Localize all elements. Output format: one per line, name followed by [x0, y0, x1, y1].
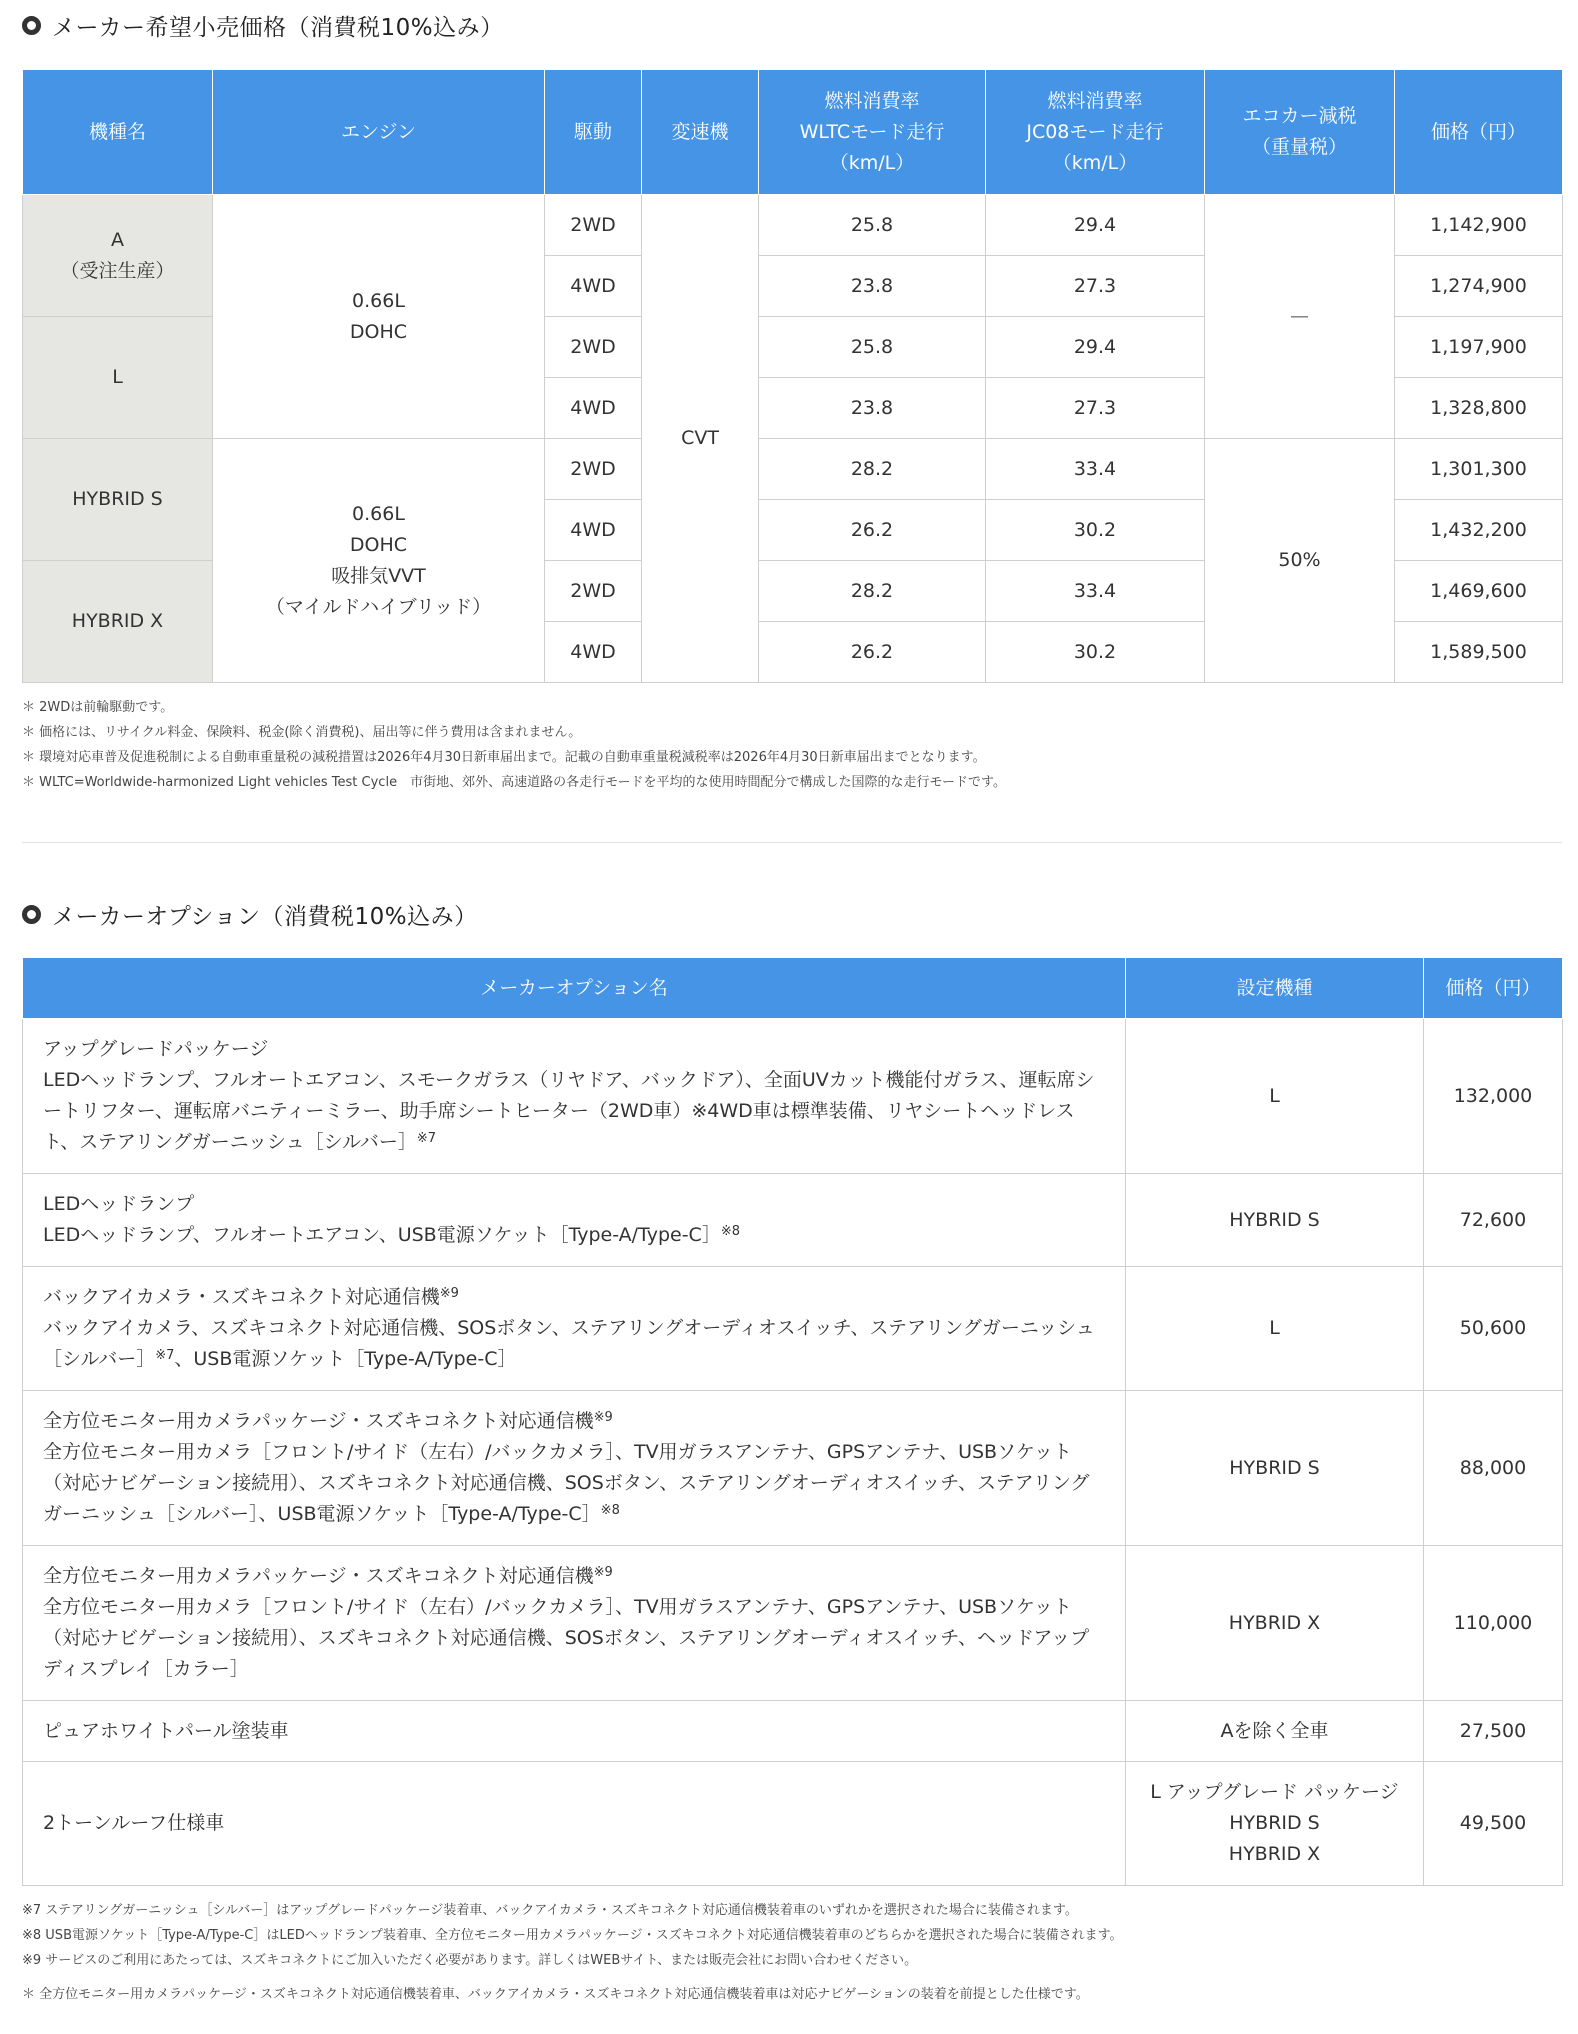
drive-cell: 4WD	[545, 256, 642, 317]
wltc-cell: 25.8	[759, 195, 986, 256]
header-option-model: 設定機種	[1126, 958, 1424, 1019]
jc08-cell: 33.4	[986, 561, 1205, 622]
option-model-cell: HYBRID X	[1126, 1546, 1424, 1701]
price-table	[22, 69, 1563, 683]
eco-tax-50: 50%	[1205, 439, 1395, 683]
note: ※8 USB電源ソケット［Type-A/Type-C］はLEDヘッドランプ装着車、全方位モニター用カメラパッケージ・スズキコネクト対応通信機装着車のどちらかを選択された場合に装備されます。	[22, 1928, 1123, 1943]
note: ＊ 環境対応車普及促進税制による自動車重量税の減税措置は2026年4月30日新車届出まで。記載の自動車重量税減税率は2026年4月30日新車届出までとなります。	[22, 750, 986, 765]
options-table-header-row	[23, 958, 1563, 1019]
table-row	[23, 1019, 1563, 1174]
price-section-title-text: メーカー希望小売価格（消費税10%込み）	[52, 14, 504, 41]
header-option-price: 価格（円）	[1424, 958, 1563, 1019]
table-row	[23, 1762, 1563, 1886]
wltc-cell: 26.2	[759, 622, 986, 683]
circle-bullet-icon	[22, 905, 41, 924]
price-table-header-row	[23, 70, 1563, 195]
eco-tax-none: —	[1205, 195, 1395, 439]
engine-066-dohc: 0.66L DOHC	[213, 195, 545, 439]
jc08-cell: 29.4	[986, 195, 1205, 256]
table-row	[23, 1546, 1563, 1701]
option-pure-white-pearl: ピュアホワイトパール塗装車	[23, 1701, 1126, 1762]
header-price: 価格（円）	[1395, 70, 1563, 195]
header-transmission: 変速機	[642, 70, 759, 195]
note: ＊ 価格には、リサイクル料金、保険料、税金(除く消費税)、届出等に伴う費用は含まれません。	[22, 725, 582, 740]
wltc-cell: 23.8	[759, 378, 986, 439]
model-hybrid-s: HYBRID S	[23, 439, 213, 561]
price-cell: 1,328,800	[1395, 378, 1563, 439]
table-row	[23, 1391, 1563, 1546]
model-hybrid-x: HYBRID X	[23, 561, 213, 683]
jc08-cell: 33.4	[986, 439, 1205, 500]
option-price-cell: 50,600	[1424, 1267, 1563, 1391]
price-cell: 1,469,600	[1395, 561, 1563, 622]
note: ※7 ステアリングガーニッシュ［シルバー］はアップグレードパッケージ装着車、バックアイカメラ・スズキコネクト対応通信機装着車のいずれかを選択された場合に装備されます。	[22, 1903, 1078, 1918]
price-cell: 1,432,200	[1395, 500, 1563, 561]
price-notes	[22, 695, 1562, 795]
option-price-cell: 27,500	[1424, 1701, 1563, 1762]
circle-bullet-icon	[22, 16, 41, 35]
price-cell: 1,274,900	[1395, 256, 1563, 317]
engine-066-dohc-vvt-mild-hybrid: 0.66L DOHC 吸排気VVT （マイルドハイブリッド）	[213, 439, 545, 683]
price-cell: 1,142,900	[1395, 195, 1563, 256]
transmission-cvt: CVT	[642, 195, 759, 683]
price-cell: 1,589,500	[1395, 622, 1563, 683]
option-price-cell: 110,000	[1424, 1546, 1563, 1701]
table-row	[23, 1174, 1563, 1267]
section-divider	[22, 842, 1562, 843]
option-upgrade-package: アップグレードパッケージ LEDヘッドランプ、フルオートエアコン、スモークガラス（リヤドア、バックドア）、全面UVカット機能付ガラス、運転席シートリフター、運転席バニティーミラー、助手席シートヒーター（2WD車）※4WD車は標準装備、リヤシートヘッドレスト、ステアリングガーニッシュ［シルバー］$^{※7}$	[23, 1019, 1126, 1174]
header-model: 機種名	[23, 70, 213, 195]
drive-cell: 2WD	[545, 439, 642, 500]
options-section-title	[22, 889, 478, 939]
price-section-title	[22, 0, 1562, 50]
header-eco: エコカー減税 （重量税）	[1205, 70, 1395, 195]
option-model-cell: L アップグレード パッケージ HYBRID S HYBRID X	[1126, 1762, 1424, 1886]
option-model-cell: HYBRID S	[1126, 1174, 1424, 1267]
header-option-name: メーカーオプション名	[23, 958, 1126, 1019]
wltc-cell: 26.2	[759, 500, 986, 561]
price-cell: 1,301,300	[1395, 439, 1563, 500]
option-price-cell: 72,600	[1424, 1174, 1563, 1267]
model-l: L	[23, 317, 213, 439]
option-model-cell: Aを除く全車	[1126, 1701, 1424, 1762]
option-back-eye-camera: バックアイカメラ・スズキコネクト対応通信機$^{※9}$ バックアイカメラ、スズキコネクト対応通信機、SOSボタン、ステアリングオーディオスイッチ、ステアリングガーニッシュ［シルバー］$^{※7}$、USB電源ソケット［Type-A/Type-C］	[23, 1267, 1126, 1391]
option-price-cell: 49,500	[1424, 1762, 1563, 1886]
options-section-title-text: メーカーオプション（消費税10%込み）	[52, 903, 478, 930]
header-engine: エンジン	[213, 70, 545, 195]
option-model-cell: HYBRID S	[1126, 1391, 1424, 1546]
note: ＊ 2WDは前輪駆動です。	[22, 700, 174, 715]
option-two-tone-roof: 2トーンルーフ仕様車	[23, 1762, 1126, 1886]
jc08-cell: 27.3	[986, 256, 1205, 317]
drive-cell: 2WD	[545, 317, 642, 378]
wltc-cell: 28.2	[759, 439, 986, 500]
table-row	[23, 1267, 1563, 1391]
note: ＊ WLTC=Worldwide-harmonized Light vehicles Test Cycle 市街地、郊外、高速道路の各走行モードを平均的な使用時間配分で構成した国際的な走行モードです。	[22, 775, 1006, 790]
wltc-cell: 28.2	[759, 561, 986, 622]
drive-cell: 4WD	[545, 378, 642, 439]
options-notes	[22, 1898, 1562, 2007]
jc08-cell: 30.2	[986, 500, 1205, 561]
model-a: A （受注生産）	[23, 195, 213, 317]
option-led-headlamp: LEDヘッドランプ LEDヘッドランプ、フルオートエアコン、USB電源ソケット［Type-A/Type-C］$^{※8}$	[23, 1174, 1126, 1267]
jc08-cell: 29.4	[986, 317, 1205, 378]
jc08-cell: 27.3	[986, 378, 1205, 439]
drive-cell: 4WD	[545, 622, 642, 683]
jc08-cell: 30.2	[986, 622, 1205, 683]
table-row	[23, 439, 1563, 500]
wltc-cell: 25.8	[759, 317, 986, 378]
option-360-camera-package-s: 全方位モニター用カメラパッケージ・スズキコネクト対応通信機$^{※9}$ 全方位モニター用カメラ［フロント/サイド（左右）/バックカメラ］、TV用ガラスアンテナ、GPSアンテナ、USBソケット（対応ナビゲーション接続用）、スズキコネクト対応通信機、SOSボタン、ステアリングオーディオスイッチ、ステアリングガーニッシュ［シルバー］、USB電源ソケット［Type-A/Type-C］$^{※8}$	[23, 1391, 1126, 1546]
table-row	[23, 195, 1563, 256]
header-jc08: 燃料消費率 JC08モード走行 （km/L）	[986, 70, 1205, 195]
option-360-camera-package-x: 全方位モニター用カメラパッケージ・スズキコネクト対応通信機$^{※9}$ 全方位モニター用カメラ［フロント/サイド（左右）/バックカメラ］、TV用ガラスアンテナ、GPSアンテナ、USBソケット（対応ナビゲーション接続用）、スズキコネクト対応通信機、SOSボタン、ステアリングオーディオスイッチ、ヘッドアップディスプレイ［カラー］	[23, 1546, 1126, 1701]
option-price-cell: 132,000	[1424, 1019, 1563, 1174]
options-table	[22, 957, 1563, 1886]
drive-cell: 2WD	[545, 195, 642, 256]
wltc-cell: 23.8	[759, 256, 986, 317]
option-model-cell: L	[1126, 1019, 1424, 1174]
option-price-cell: 88,000	[1424, 1391, 1563, 1546]
header-drive: 駆動	[545, 70, 642, 195]
price-cell: 1,197,900	[1395, 317, 1563, 378]
note: ※9 サービスのご利用にあたっては、スズキコネクトにご加入いただく必要があります。詳しくはWEBサイト、または販売会社にお問い合わせください。	[22, 1953, 918, 1968]
drive-cell: 2WD	[545, 561, 642, 622]
option-model-cell: L	[1126, 1267, 1424, 1391]
table-row	[23, 1701, 1563, 1762]
page	[22, 0, 1562, 2002]
header-wltc: 燃料消費率 WLTCモード走行 （km/L）	[759, 70, 986, 195]
note: ＊ 全方位モニター用カメラパッケージ・スズキコネクト対応通信機装着車、バックアイカメラ・スズキコネクト対応通信機装着車は対応ナビゲーションの装着を前提とした仕様です。	[22, 1987, 1089, 2002]
drive-cell: 4WD	[545, 500, 642, 561]
